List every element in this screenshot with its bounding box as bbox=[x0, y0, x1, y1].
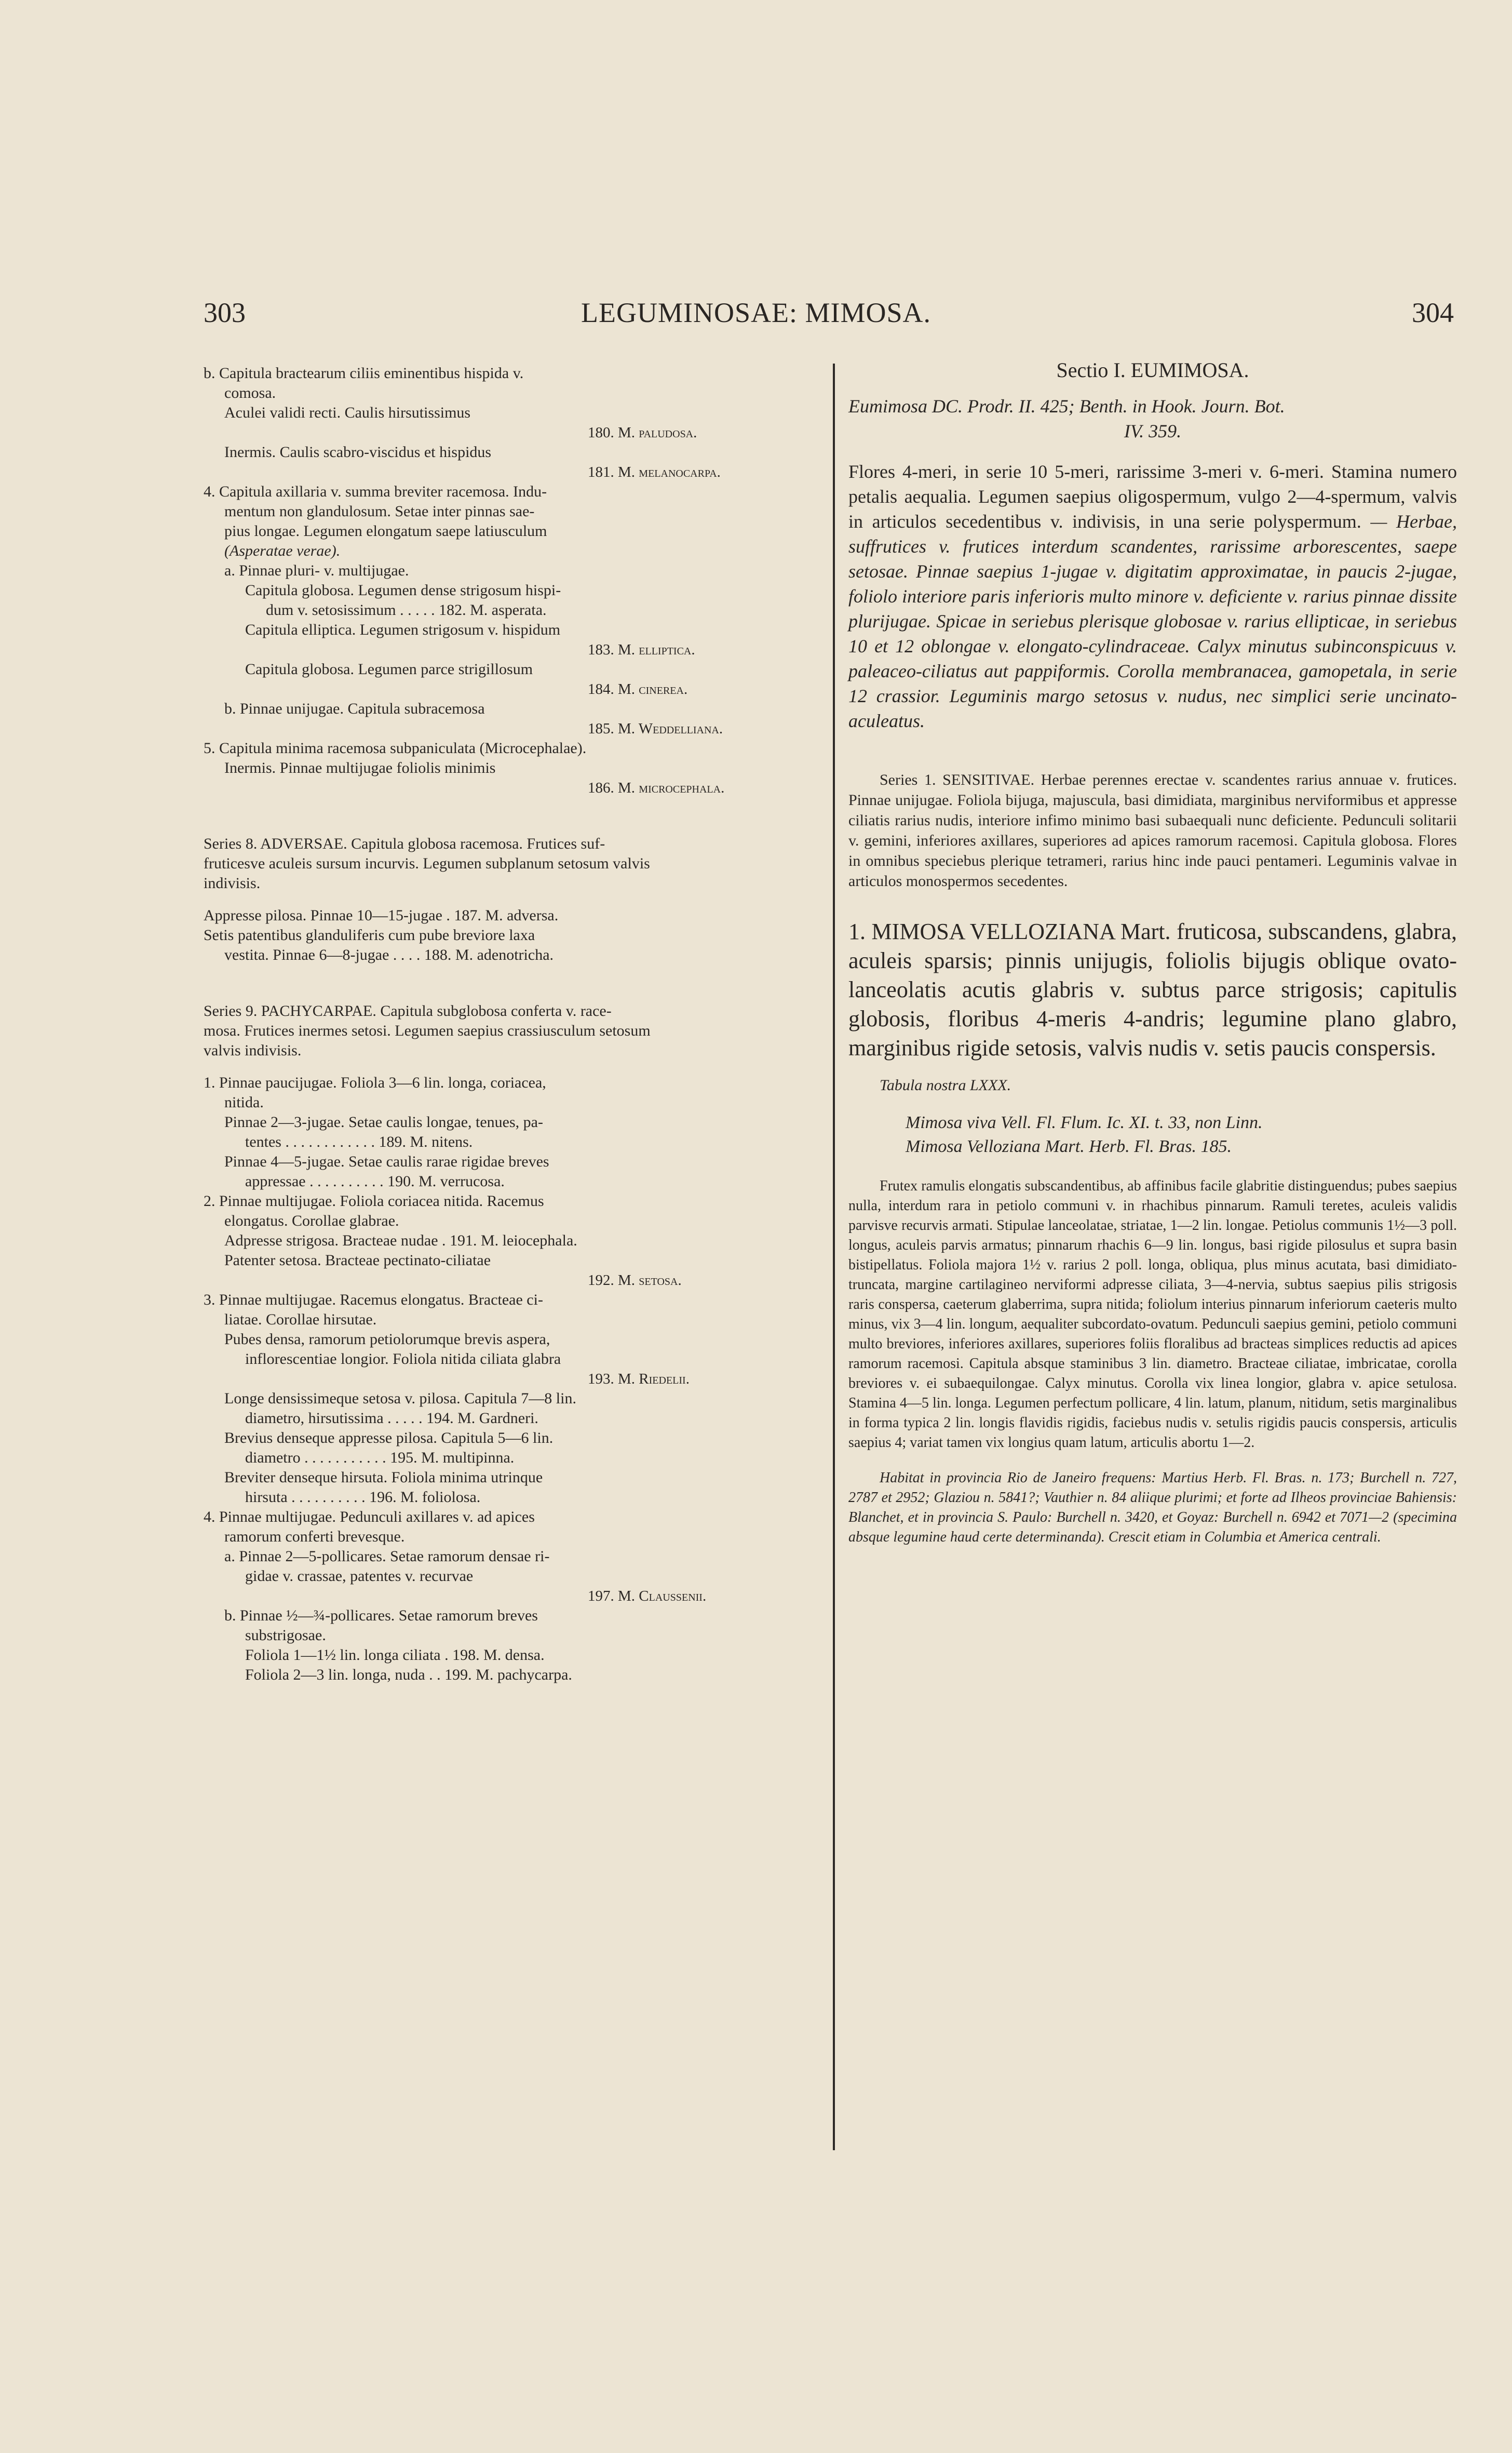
key-line: 4. Pinnae multijugae. Pedunculi axillares v. ad apices bbox=[204, 1508, 535, 1525]
species-entry: Foliola 2—3 lin. longa, nuda . . 199. M. pachycarpa. bbox=[245, 1666, 572, 1683]
key-line: b. Pinnae unijugae. Capitula subracemosa bbox=[224, 700, 485, 717]
key-line: liatae. Corollae hirsutae. bbox=[224, 1311, 377, 1328]
section-reference: Eumimosa DC. Prodr. II. 425; Benth. in Hook. Journ. Bot. bbox=[848, 396, 1285, 417]
key-line: 2. Pinnae multijugae. Foliola coriacea nitida. Racemus bbox=[204, 1192, 544, 1210]
species-entry: 185. M. Weddelliana. bbox=[588, 720, 723, 737]
species-diagnosis bbox=[848, 917, 1457, 1063]
key-line: Pinnae 2—3-jugae. Setae caulis longae, tenues, pa- bbox=[224, 1114, 543, 1131]
section-reference: IV. 359. bbox=[1124, 421, 1182, 441]
key-line: Capitula globosa. Legumen dense strigosum hispi- bbox=[245, 582, 561, 599]
species-entry: 181. M. melanocarpa. bbox=[588, 464, 721, 480]
key-line: Capitula globosa. Legumen parce strigillosum bbox=[245, 661, 533, 678]
species-entry: vestita. Pinnae 6—8-jugae . . . . 188. M. adenotricha. bbox=[224, 946, 554, 963]
species-entry: diametro, hirsutissima . . . . . 194. M. Gardneri. bbox=[245, 1410, 538, 1427]
key-line: Breviter denseque hirsuta. Foliola minima utrinque bbox=[224, 1469, 543, 1486]
species-entry: 180. M. paludosa. bbox=[588, 424, 697, 441]
species-title: 1. MIMOSA VELLOZIANA Mart. bbox=[848, 919, 1171, 944]
species-entry: appressae . . . . . . . . . . 190. M. verrucosa. bbox=[245, 1173, 505, 1190]
key-line: b. Capitula bractearum ciliis eminentibus hispida v. bbox=[204, 365, 524, 382]
series-text: mosa. Frutices inermes setosi. Legumen saepius crassiusculum setosum bbox=[204, 1022, 651, 1039]
species-entry: 186. M. microcephala. bbox=[588, 780, 725, 796]
key-line: elongatus. Corollae glabrae. bbox=[224, 1212, 399, 1229]
section-description-italic: — Herbae, suffrutices v. frutices interdum scandentes, rarissime arborescentes, saepe setosae. Pinnae saepius 1-jugae v. digitatim approximatae, in paucis 2-jugae, foliolo interiore paris inferioris multo minore v. deficiente v. rarius pinnae dissite plurijugae. Spicae in seriebus plerisque globosae v. rarius ellipticae, in seriebus 10 et 12 oblongae v. elongato-cylindraceae. Calyx minutus subinconspicuus v. paleaceo-ciliatus aut pappiformis. Corolla membranacea, gamopetala, in serie 12 crassior. Leguminis margo setosus v. nudus, nec simplici serie uncinato-aculeatus. bbox=[848, 511, 1457, 731]
key-line: nitida. bbox=[224, 1094, 264, 1111]
species-entry: 193. M. Riedelii. bbox=[588, 1371, 690, 1387]
column-divider bbox=[833, 364, 835, 2150]
key-line: comosa. bbox=[224, 384, 276, 401]
key-line: Aculei validi recti. Caulis hirsutissimus bbox=[224, 404, 471, 421]
key-line: Setis patentibus glanduliferis cum pube breviore laxa bbox=[204, 927, 535, 944]
key-line: Capitula elliptica. Legumen strigosum v. hispidum bbox=[245, 621, 561, 638]
key-line: Pubes densa, ramorum petiolorumque brevis aspera, bbox=[224, 1331, 550, 1348]
key-line: ramorum conferti brevesque. bbox=[224, 1528, 405, 1545]
species-entry: 197. M. Claussenii. bbox=[588, 1588, 707, 1604]
right-column bbox=[848, 356, 1457, 1547]
section-heading: Sectio I. EUMIMOSA. bbox=[1056, 358, 1249, 382]
running-head: LEGUMINOSAE: MIMOSA. bbox=[580, 297, 931, 328]
key-line: inflorescentiae longior. Foliola nitida ciliata glabra bbox=[245, 1350, 561, 1368]
key-line: 4. Capitula axillaria v. summa breviter racemosa. Indu- bbox=[204, 483, 547, 500]
species-entry: diametro . . . . . . . . . . . 195. M. multipinna. bbox=[245, 1449, 515, 1466]
key-line: a. Pinnae pluri- v. multijugae. bbox=[224, 562, 409, 579]
key-line: b. Pinnae ½—¾-pollicares. Setae ramorum breves bbox=[224, 1607, 538, 1624]
key-line: Longe densissimeque setosa v. pilosa. Capitula 7—8 lin. bbox=[224, 1390, 576, 1407]
species-entry: Adpresse strigosa. Bracteae nudae . 191. M. leiocephala. bbox=[224, 1232, 577, 1249]
key-line: gidae v. crassae, patentes v. recurvae bbox=[245, 1567, 474, 1585]
synonym: Mimosa Velloziana Mart. Herb. Fl. Bras. 185. bbox=[906, 1137, 1232, 1156]
series-text: valvis indivisis. bbox=[204, 1042, 302, 1059]
species-entry: tentes . . . . . . . . . . . . 189. M. nitens. bbox=[245, 1133, 473, 1150]
key-line: substrigosae. bbox=[245, 1627, 326, 1644]
series-heading: Series 8. ADVERSAE. Capitula globosa racemosa. Frutices suf- bbox=[204, 835, 605, 852]
series-text: indivisis. bbox=[204, 875, 261, 892]
species-entry: hirsuta . . . . . . . . . . 196. M. foliolosa. bbox=[245, 1489, 481, 1506]
series-heading: Series 9. PACHYCARPAE. Capitula subglobosa conferta v. race- bbox=[204, 1002, 612, 1020]
species-diagnosis-text: fruticosa, subscandens, glabra, aculeis sparsis; pinnis unijugis, foliolis bijugis oblique ovato-lanceolatis acutis glabris v. subtus parce strigosis; capitulis globosis, floribus 4-meris 4-andris; legumine plano glabro, marginibus rigide setosis, valvis nudis v. setis paucis conspersis. bbox=[848, 919, 1457, 1061]
synonym: Mimosa viva Vell. Fl. Flum. Ic. XI. t. 33, non Linn. bbox=[906, 1113, 1263, 1132]
key-line: Patenter setosa. Bracteae pectinato-ciliatae bbox=[224, 1252, 491, 1269]
species-entry: Appresse pilosa. Pinnae 10—15-jugae . 187. M. adversa. bbox=[204, 907, 559, 924]
series-text: fruticesve aculeis sursum incurvis. Legumen subplanum setosum valvis bbox=[204, 855, 650, 872]
habitat: Habitat in provincia Rio de Janeiro frequens: Martius Herb. Fl. Bras. n. 173; Burchell n. 727, 2787 et 2952; Glaziou n. 5841?; Vauthier n. 84 aliique plurimi; et forte ad Ilheos provinciae Bahiensis: Blanchet, et in provincia S. Paulo: Burchell n. 3420, et Goyaz: Burchell n. 6942 et 7071—2 (specimina absque legumine haud certe determinanda). Crescit etiam in Columbia et America centrali. bbox=[848, 1470, 1457, 1545]
section-description-plain: Flores 4-meri, in serie 10 5-meri, rarissime 3-meri v. 6-meri. Stamina numero petalis aequalia. Legumen saepius oligospermum, vulgo 2—4-spermum, valvis in articulos secedentibus v. indivisis, in una serie polyspermum. bbox=[848, 461, 1457, 532]
species-entry: 184. M. cinerea. bbox=[588, 681, 688, 698]
key-line: 1. Pinnae paucijugae. Foliola 3—6 lin. longa, coriacea, bbox=[204, 1074, 546, 1091]
species-description: Frutex ramulis elongatis subscandentibus, ab affinibus facile glabritie distinguendus; pubes saepius nulla, interdum rara in petiolo communi v. in rhachibus pinnarum. Ramuli teretes, aculeis validis parvisve recurvis armati. Stipulae lanceolatae, striatae, 1—2 lin. longae. Petiolus communis 1½—3 poll. longus, aculeis parvis armatus; pinnarum rhachis 6—9 lin. longus, basi rigide pilosulus et supra basin bistipellatus. Foliola majora 1½ v. rarius 2 poll. longa, obliqua, plus minus acutata, basi dimidiato-truncata, margine cartilagineo nerviformi adpresse ciliata, 3—4-nervia, subtus saepius pilis strigosis raris conspersa, caeterum glaberrima, supra nitida; foliolum interius pinnarum inferiorum caeteris multo minus, vix 3—4 lin. longum, aequaliter subcordato-ovatum. Pedunculi saepius gemini, petiolo communi multo breviores, inferiores axillares, superiores foliis floralibus ad bracteas simplices reductis ad apices ramorum racemosi. Capitula absque staminibus 3 lin. diametro. Bracteae ciliatae, imbricatae, corolla breviores v. ei subaequilongae. Calyx minutus. Corolla vix linea longior, glabra v. apice setulosa. Stamina 4—5 lin. longa. Legumen perfectum pollicare, 4 lin. latum, planum, nitidum, setis marginalibus in forma typica 2 lin. longis flavidis rigidis, faciebus nudis v. setulis rigidis paucis conspersis, articulis saepius 4; variat tamen vix longius quam latum, articulis abortu 1—2. bbox=[848, 1178, 1457, 1451]
species-entry: dum v. setosissimum . . . . . 182. M. asperata. bbox=[266, 601, 547, 619]
species-entry: 183. M. elliptica. bbox=[588, 641, 695, 658]
key-line: 3. Pinnae multijugae. Racemus elongatus. Bracteae ci- bbox=[204, 1291, 543, 1308]
key-line: (Asperatae verae). bbox=[224, 542, 341, 559]
plate-reference: Tabula nostra LXXX. bbox=[880, 1077, 1011, 1094]
key-line: pius longae. Legumen elongatum saepe latiusculum bbox=[224, 522, 547, 540]
key-line: Brevius denseque appresse pilosa. Capitula 5—6 lin. bbox=[224, 1429, 554, 1446]
section-description bbox=[848, 459, 1457, 733]
key-line: Inermis. Caulis scabro-viscidus et hispidus bbox=[224, 444, 492, 461]
series-description: Series 1. SENSITIVAE. Herbae perennes erectae v. scandentes rarius annuae v. frutices. Pinnae unijugae. Foliola bijuga, majuscula, basi dimidiata, marginibus nerviformibus et appresse ciliatis rarius nudis, interiore infimo minimo basi subaequali nunc deficiente. Pedunculi solitarii v. gemini, inferiores axillares, superiores ad apices ramorum racemosi. Capitula globosa. Flores in omnibus speciebus plerique tetrameri, rarius hinc inde pauci pentameri. Leguminis valvae in articulos monospermos secedentes. bbox=[848, 771, 1457, 890]
key-line: mentum non glandulosum. Setae inter pinnas sae- bbox=[224, 503, 535, 520]
key-line: Pinnae 4—5-jugae. Setae caulis rarae rigidae breves bbox=[224, 1153, 549, 1170]
key-line: a. Pinnae 2—5-pollicares. Setae ramorum densae ri- bbox=[224, 1548, 550, 1565]
left-column-key bbox=[204, 364, 806, 1685]
page-number-left: 303 bbox=[204, 297, 246, 328]
key-line: 5. Capitula minima racemosa subpaniculata (Microcephalae). bbox=[204, 740, 587, 757]
page-number-right: 304 bbox=[1412, 297, 1454, 328]
species-entry: 192. M. setosa. bbox=[588, 1272, 682, 1289]
species-entry: Foliola 1—1½ lin. longa ciliata . 198. M. densa. bbox=[245, 1646, 545, 1664]
key-line: Inermis. Pinnae multijugae foliolis minimis bbox=[224, 759, 496, 776]
